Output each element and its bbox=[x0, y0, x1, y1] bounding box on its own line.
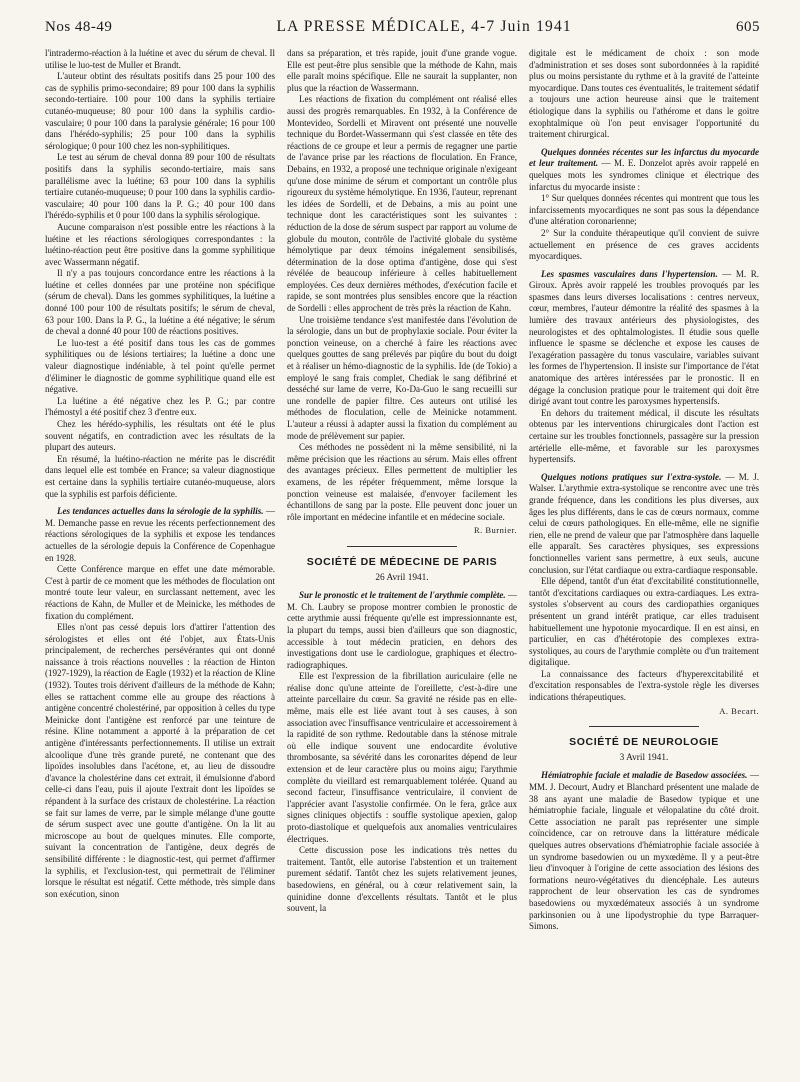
section-paragraph bbox=[529, 472, 759, 576]
paragraph: Cette Conférence marque en effet une date mémorable. C'est à partir de ce moment que les méthodes de floculation ont montré toute leur valeur, en surclassant nettement, avec les réactions de Kahn, de Muller et de Meinicke, les méthodes de fixation du complément. bbox=[45, 564, 275, 621]
paragraph: La luétine a été négative chez les P. G.; par contre l'hémostyl a été positif chez 3 d'entre eux. bbox=[45, 395, 275, 418]
section-body: — M. E. Donzelot après avoir rappelé en quelques mots les syndromes clinique et électrique des infarctus du myocarde insiste : bbox=[529, 158, 759, 192]
paragraph: Elle dépend, tantôt d'un état d'excitabilité constitutionnelle, tantôt d'excitations cardiaques ou extra-cardiaques. Les extra-systoles s'observent au cours des cardiopathies organiques présentent un grand intérêt pratique, car elles traduisent habituellement une hypotonie myocardique. Il en est ainsi, en particulier, en cas d'hétérotopie des complexes extra-systoliques, au cours de l'arythmie complète ou d'un traitement digitalique. bbox=[529, 576, 759, 668]
paragraph: La connaissance des facteurs d'hyperexcitabilité et d'excitation responsables de l'extra-systole règle les diverses indications thérapeutiques. bbox=[529, 668, 759, 703]
paragraph: l'intradermo-réaction à la luétine et avec du sérum de cheval. Il utilise le luo-test de Muller et Brandt. bbox=[45, 48, 275, 70]
author-signature: R. Burnier. bbox=[473, 525, 517, 536]
paragraph: Cette discussion pose les indications très nettes du traitement. Tantôt, elle autorise l'abstention et un traitement purement sédatif. Tantôt chez les sujets relativement jeunes, basedowiens, en général, ou à cœur relativement sain, la quinidine donne d'excellents résultats. Tantôt et le plus souvent, la bbox=[287, 845, 517, 914]
section-divider bbox=[589, 726, 699, 727]
section-title: Les spasmes vasculaires dans l'hypertension. bbox=[541, 268, 718, 279]
paragraph: dans sa préparation, et très rapide, jouit d'une grande vogue. Elle est peut-être plus sensible que la méthode de Kahn, mais elle paraît moins spécifique. Elle ne saurait la supplanter, non plus que la réaction de Wassermann. bbox=[287, 48, 517, 93]
section-body: — M. Demanche passe en revue les récents perfectionnement des réactions sérologiques de la syphilis et expose les tendances actuelles de la sérologie depuis la Conférence de Copenhague en 1928. bbox=[45, 506, 275, 563]
section-title: Quelques données récentes sur les infarctus du myocarde et leur traitement. bbox=[529, 146, 759, 169]
paragraph: Chez les hérédo-syphilis, les résultats ont été le plus souvent négatifs, en contradiction avec les résultats de la plupart des auteurs. bbox=[45, 419, 275, 453]
meeting-date: 3 Avril 1941. bbox=[619, 752, 669, 763]
paragraph: Elle est l'expression de la fibrillation auriculaire (elle ne réalise donc qu'une atteinte de l'oreillette, c'est-à-dire une atteinte parcellaire du cœur. Sa gravité ne réside pas en elle-même, mais elle est liée avant tout à ses causes, à son association avec l'insuffisance ventriculaire et accessoirement à la rapidité de son rythme. Redoutable dans la sténose mitrale où elle indique souvent une endocardite évolutive thrombosante, sa sévérité dans les coronarites dépend de leur extension et de leur caractère plus ou moins aigu; l'arythmie complète du vieillard est remarquablement tolérée. Quand au second facteur, l'insuffisance ventriculaire, il convient de l'apprécier avant l'asystolie confirmée. On le fera, grâce aux signes cliniques objectifs : souffle systolique apexien, galop proto-diastolique et quelquefois aux anomalies ventriculaires électriques. bbox=[287, 671, 517, 844]
paragraph: 2° Sur la conduite thérapeutique qu'il convient de suivre actuellement en présence de ces graves accidents myocardiques. bbox=[529, 227, 759, 262]
paragraph: L'auteur obtint des résultats positifs dans 25 pour 100 des cas de syphilis primo-secondaire; 89 pour 100 dans la syphilis secondo-tertiaire. 100 pour 100 dans la syphilis tertiaire cutanéo-muqueuse; 80 pour 100 dans la syphilis cardio-vasculaire; 0 pour 100 dans la paralysie générale; 16 pour 100 dans l'hérédo-syphilis; 25 pour 100 dans la syphilis sérologique; 0 pour 100 chez les non-syphilitiques. bbox=[45, 71, 275, 151]
meeting-date: 26 Avril 1941. bbox=[375, 572, 429, 583]
section-body: — M. J. Walser. L'arythmie extra-systolique se rencontre avec une très grande fréquence, dans les conditions les plus diverses, aux âges les plus différents, dans le cas de cœurs normaux, comme celui de cœurs pathologiques. En elle-même, elle ne signifie rien, elle ne prend de valeur que par l'atmosphère dans laquelle elle apparaît. Ses caractères physiques, ses expressions fonctionnelles varient sans permettre, à eux seuls, aucune conclusion, sur l'état cardiaque ou extra-cardiaque responsable. bbox=[529, 471, 759, 575]
section-paragraph bbox=[529, 269, 759, 408]
column-2 bbox=[287, 48, 517, 1063]
issue-number: Nos 48-49 bbox=[45, 19, 113, 35]
paragraph: Ces méthodes ne possèdent ni la même sensibilité, ni la même précision que les réactions au sérum. Mais elles offrent des avantages précieux. Elles permettent de multiplier les examens, de les répéter fréquemment, même lorsque la ponction veineuse est malaisée, d'envoyer facilement les échantillons de sang par la poste. Elle peuvent donc jouer un rôle important en médecine infantile et en médecine sociale. bbox=[287, 442, 517, 522]
paragraph: En résumé, la luétino-réaction ne mérite pas le discrédit dans lequel elle est tombée en France; sa valeur diagnostique est certaine dans la syphilis tertiaire cutanéo-muqueuse, alors que la syphilis est parfois déficiente. bbox=[45, 453, 275, 499]
society-heading: SOCIÉTÉ DE MÉDECINE DE PARIS bbox=[306, 555, 498, 568]
journal-title: LA PRESSE MÉDICALE, 4-7 Juin 1941 bbox=[276, 18, 572, 35]
section-paragraph bbox=[529, 147, 759, 193]
page-header bbox=[45, 18, 760, 40]
section-paragraph bbox=[529, 770, 759, 932]
paragraph: Une troisième tendance s'est manifestée dans l'évolution de la sérologie, dans un but de prophylaxie sociale. Pour éviter la ponction veineuse, on a cherché à faire les réactions avec quelques gouttes de sang prélevés par piqûre du bout du doigt et à réaliser un hémo-diagnostic de la syphilis. Ide (de Tokio) a employé le sang frais complet, Chediak le sang défibriné et desséché sur lame de verre, Ko-Da-Guo le sang recueilli sur une rondelle de papier filtre. Ces auteurs ont utilisé les méthodes de floculation, celle de Meinicke notamment. L'auteur a réussi à adapter aussi la fixation du complément au mode de prélèvement sur papier. bbox=[287, 314, 517, 441]
section-divider bbox=[347, 546, 457, 547]
section-title: Sur le pronostic et le traitement de l'arythmie complète. bbox=[299, 590, 506, 601]
paragraph: Les réactions de fixation du complément ont réalisé elles aussi des progrès remarquables. En 1932, à la Conférence de Montevideo, Sordelli et Miravent ont présenté une nouvelle technique du Bordet-Wassermann qui s'est classée en tête des réactions de ce groupe et leur a permis de regagner une partie de l'avance prise par les réactions de floculation. En France, Debains, en 1932, a proposé une technique originale n'exigeant qu'une dose minime de sérum et comportant un contrôle plus rigoureux du système hémolytique. En 1936, l'auteur, reprenant les idées de Sordelli, et de Debains, a mis au point une technique dont les caractéristiques sont les suivantes : réduction de la dose de sérum suspect par rapport au volume de globule du mouton, contrôle de l'activité globale du système hémolytique par deux témoins inégalement sensibilisés, détermination de la dose optima d'antigène, dose qui s'est révélée de beaucoup inférieure à celles habituellement employées. Ces deux dernières méthodes, d'exécution facile et rapide, se sont montrées plus sensibles encore que la réaction de Sordelli : elles approchent de très près la réaction de Kahn. bbox=[287, 94, 517, 314]
paragraph: Aucune comparaison n'est possible entre les réactions à la luétine et les réactions sérologiques correspondantes : la luétino-réaction peut être positive dans la gomme syphilitique avec Wassermann négatif. bbox=[45, 221, 275, 267]
paragraph: Il n'y a pas toujours concordance entre les réactions à la luétine et celles données par une protéine non spécifique (sérum de cheval). Dans les gommes syphilitiques, la luétine a donné 100 pour 100 de résultats positifs; le sérum de cheval, 63 pour 100. Dans la P. G., la luétine a été négative; le sérum de cheval a donné 40 pour 100 de réactions positives. bbox=[45, 268, 275, 337]
paragraph: Le luo-test a été positif dans tous les cas de gommes syphilitiques ou de lésions tertiaires; la luétine a donc une valeur diagnostique indéniable, à tel point qu'elle permet d'éliminer le diagnostic de gomme syphilitique quand elle est négative. bbox=[45, 337, 275, 395]
section-title: Les tendances actuelles dans la sérologie de la syphilis. bbox=[57, 506, 264, 517]
author-signature: A. Becart. bbox=[719, 705, 759, 716]
column-1 bbox=[45, 48, 275, 1063]
society-heading: SOCIÉTÉ DE NEUROLOGIE bbox=[569, 736, 719, 749]
section-title: Hémiatrophie faciale et maladie de Basedow associées. bbox=[541, 770, 748, 781]
paragraph: Le test au sérum de cheval donna 89 pour 100 de résultats positifs dans la syphilis secondo-tertiaire, mais sans parallélisme avec la luétine; 63 pour 100 dans la syphilis tertiaire cutanéo-muqueuse; 0 pour 100 dans la syphilis cardio-vasculaire; 40 pour 100 dans la P. G.; 40 pour 100 dans l'hérédo-syphilis et 0 pour 100 dans la syphilis sérologique. bbox=[45, 152, 275, 221]
article-columns bbox=[45, 48, 760, 1063]
section-body: — M. Ch. Laubry se propose montrer combien le pronostic de cette arythmie aussi fréquente qu'elle est impressionnante est, la plupart du temps, aussi bien d'ailleurs que son diagnostic, accessible à tout médecin praticien, en dehors des investigations dont use le cardiologue, graphiques et électro-radiographiques. bbox=[287, 590, 517, 670]
paragraph: digitale est le médicament de choix : son mode d'administration et ses doses sont subordonnées à la rapidité plus ou moins persistante du rythme et à la gravité de l'atteinte myocardique. Dans toutes ces éventualités, le traitement sédatif a toujours une action heureuse ainsi que le traitement étiologique dans la syphilis ou l'athérome et dans le goitre exophtalmique où l'on peut envisager l'opportunité du traitement chirurgical. bbox=[529, 48, 759, 140]
paragraph: Elles n'ont pas cessé depuis lors d'attirer l'attention des sérologistes et elles ont été l'objet, aux États-Unis principalement, de recherches persévérantes qui ont donné naissance à trois réactions nouvelles : la réaction de Hinton (1927-1929), la réaction de Eagle (1932) et la réaction de Kline (1932). Toutes trois dérivent d'ailleurs de la méthode de Kahn; elles se rattachent comme elle au groupe des réactions à antigène concentré cholestériné, par opposition à celles du type Meinicke dont l'antigène est renforcé par une teinture de résine. Kline notamment a apporté à la préparation de cet antigène d'intéressants perfectionnements. Il utilise un extrait alcoolique d'une très grande pureté, ne contenant que des lipoïdes insolubles dans l'acétone, et, au lieu de dissoudre d'avance la cholestérine dans cet extrait, il émulsionne d'abord celle-ci dans l'eau, puis il ajoute l'extrait dont les lipoïdes se répandent à la surface des cristaux de cholestérine. La réaction se fait sur lames de verre, par le simple mélange d'une goutte de sérum suspect avec une goutte d'antigène. On la lit au microscope au bout de quelques minutes. Elle comporte, suivant la concentration de l'antigène, deux degrés de sensibilité différente : le diagnostic-test, qui permet d'affirmer la syphilis, et l'exclusion-test, qui permettrait de l'éliminer lorsque le résultat est négatif. Cette méthode, très simple dans son exécution, sinon bbox=[45, 622, 275, 899]
paragraph: En dehors du traitement médical, il discute les résultats obtenus par les interventions chirurgicales dont l'action est certaine sur les troubles fonctionnels, passagère sur la pression artérielle elle-même, et favorable sur les paroxysmes hypertensifs. bbox=[529, 407, 759, 465]
section-title: Quelques notions pratiques sur l'extra-systole. bbox=[541, 471, 722, 482]
section-paragraph bbox=[287, 590, 517, 671]
column-3 bbox=[529, 48, 759, 1063]
section-body: — M. R. Giroux. Après avoir rappelé les troubles provoqués par les spasmes dans leurs diverses localisations : centres nerveux, cœur, membres, l'auteur démontre la réalité des spasmes à la lumière des travaux antérieurs des physiologistes, des neurologistes et des ophtalmologistes. Il étudie sous quelle influence le spasme se déclenche et expose les causes de l'exagération passagère du tonus vasculaire, variables suivant les formes de l'hypertension. Il insiste sur l'importance de l'état anatomique des artères intéressées par le pronostic. Il en dégage la conclusion pratique pour le traitement qui doit être dirigé avant tout contre les paroxysmes hypertensifs. bbox=[529, 268, 759, 407]
paragraph: 1° Sur quelques données récentes qui montrent que tous les infarcissements myocardiques ne sont pas sous la dépendance d'une altération coronarienne; bbox=[529, 193, 759, 227]
section-body: — MM. J. Decourt, Audry et Blanchard présentent une malade de 38 ans ayant une maladie de Basedow typique et une hémiatrophie faciale, linguale et vélopalatine du côté droit. Cette association ne paraît pas représenter une simple coïncidence, car on retrouve dans la littérature médicale quelques autres observations d'hémiatrophie faciale associée à un syndrome basedowien ou un myxœdème. Il y a peut-être lieu d'invoquer à l'origine de cette association des lésions des formations neuro-végétatives du diencéphale. Les auteurs rapprochent de leur observation les cas de syndromes basedowiens ou myxœdémateux associés à un syndrome parkinsonien ou à une lipodystrophie du type Barraquer-Simons. bbox=[529, 770, 759, 932]
section-paragraph bbox=[45, 506, 275, 564]
page-number: 605 bbox=[735, 19, 760, 35]
